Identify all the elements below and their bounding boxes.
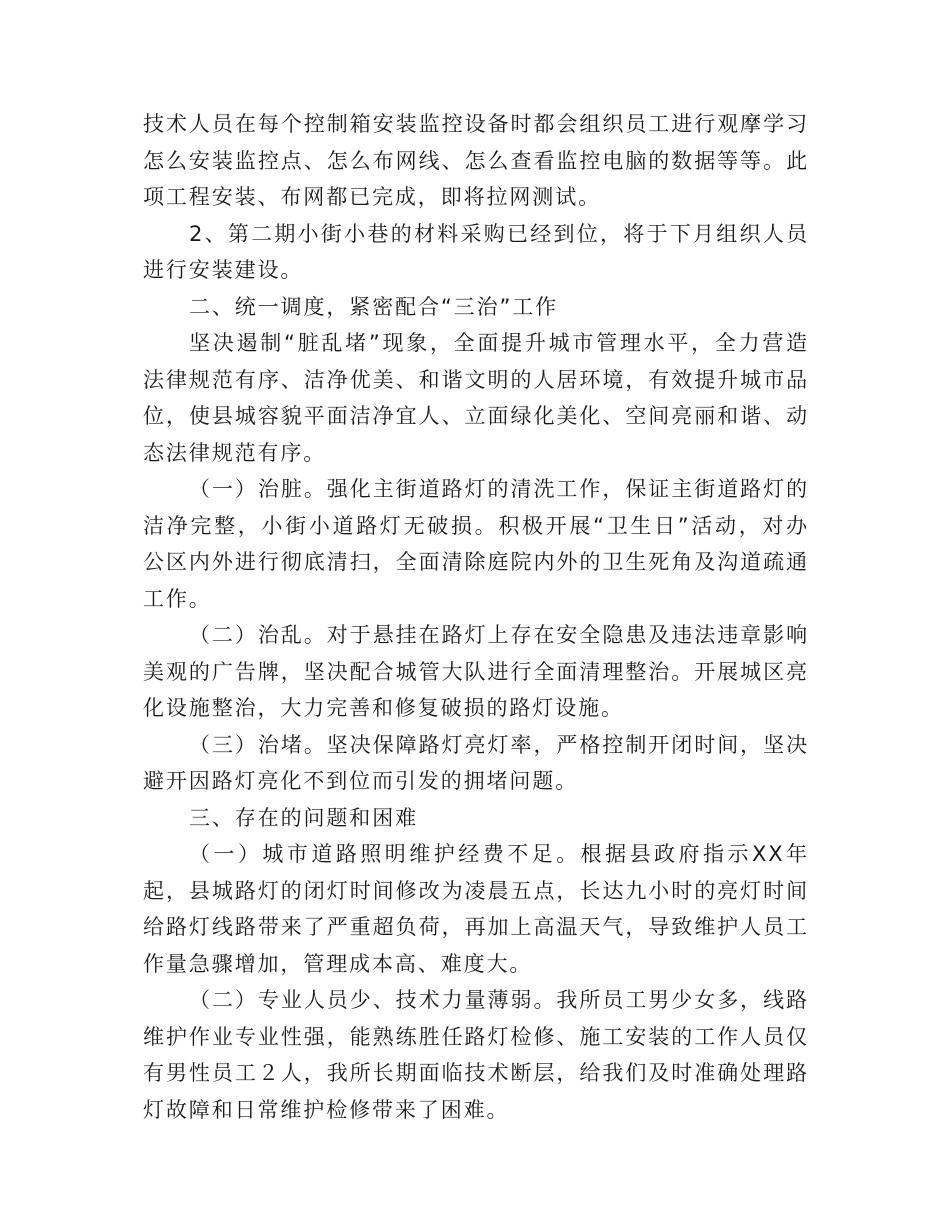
paragraph-staff-shortage: （二）专业人员少、技术力量薄弱。我所员工男少女多，线路维护作业专业性强，能熟练胜任路灯检修、施工安装的工作人员仅有男性员工２人，我所长期面临技术断层，给我们及时准确处理路灯故障和日常维护检修带来了困难。 <box>143 988 809 1122</box>
paragraph-phase-two-materials: 2、第二期小街小巷的材料采购已经到位，将于下月组织人员进行安装建设。 <box>143 221 809 282</box>
document-body <box>143 106 809 1128</box>
paragraph-disorder: （二）治乱。对于悬挂在路灯上存在安全隐患及违法违章影响美观的广告牌，坚决配合城管大队进行全面清理整治。开展城区亮化设施整治，大力完善和修复破损的路灯设施。 <box>143 623 809 720</box>
section-heading-problems: 三、存在的问题和困难 <box>189 805 418 830</box>
paragraph-funding-shortage: （一）城市道路照明维护经费不足。根据县政府指示XX年起，县城路灯的闭灯时间修改为凌晨五点，长达九小时的亮灯时间给路灯线路带来了严重超负荷，再加上高温天气，导致维护人员工作量急骤增加，管理成本高、难度大。 <box>143 842 809 976</box>
section-heading-coordination: 二、统一调度，紧密配合“三治”工作 <box>189 294 559 319</box>
paragraph-cleanliness: （一）治脏。强化主街道路灯的清洗工作，保证主街道路灯的洁净完整，小街小道路灯无破损。积极开展“卫生日”活动，对办公区内外进行彻底清扫，全面清除庭院内外的卫生死角及沟道疏通工作。 <box>143 477 809 611</box>
paragraph-city-management: 坚决遏制“脏乱堵”现象，全面提升城市管理水平，全力营造法律规范有序、洁净优美、和谐文明的人居环境，有效提升城市品位，使县城容貌平面洁净宜人、立面绿化美化、空间亮丽和谐、动态法律规范有序。 <box>143 331 809 465</box>
paragraph-congestion: （三）治堵。坚决保障路灯亮灯率，严格控制开闭时间，坚决避开因路灯亮化不到位而引发的拥堵问题。 <box>143 732 809 793</box>
paragraph-monitoring-training: 技术人员在每个控制箱安装监控设备时都会组织员工进行观摩学习怎么安装监控点、怎么布网线、怎么查看监控电脑的数据等等。此项工程安装、布网都已完成，即将拉网测试。 <box>143 112 809 209</box>
